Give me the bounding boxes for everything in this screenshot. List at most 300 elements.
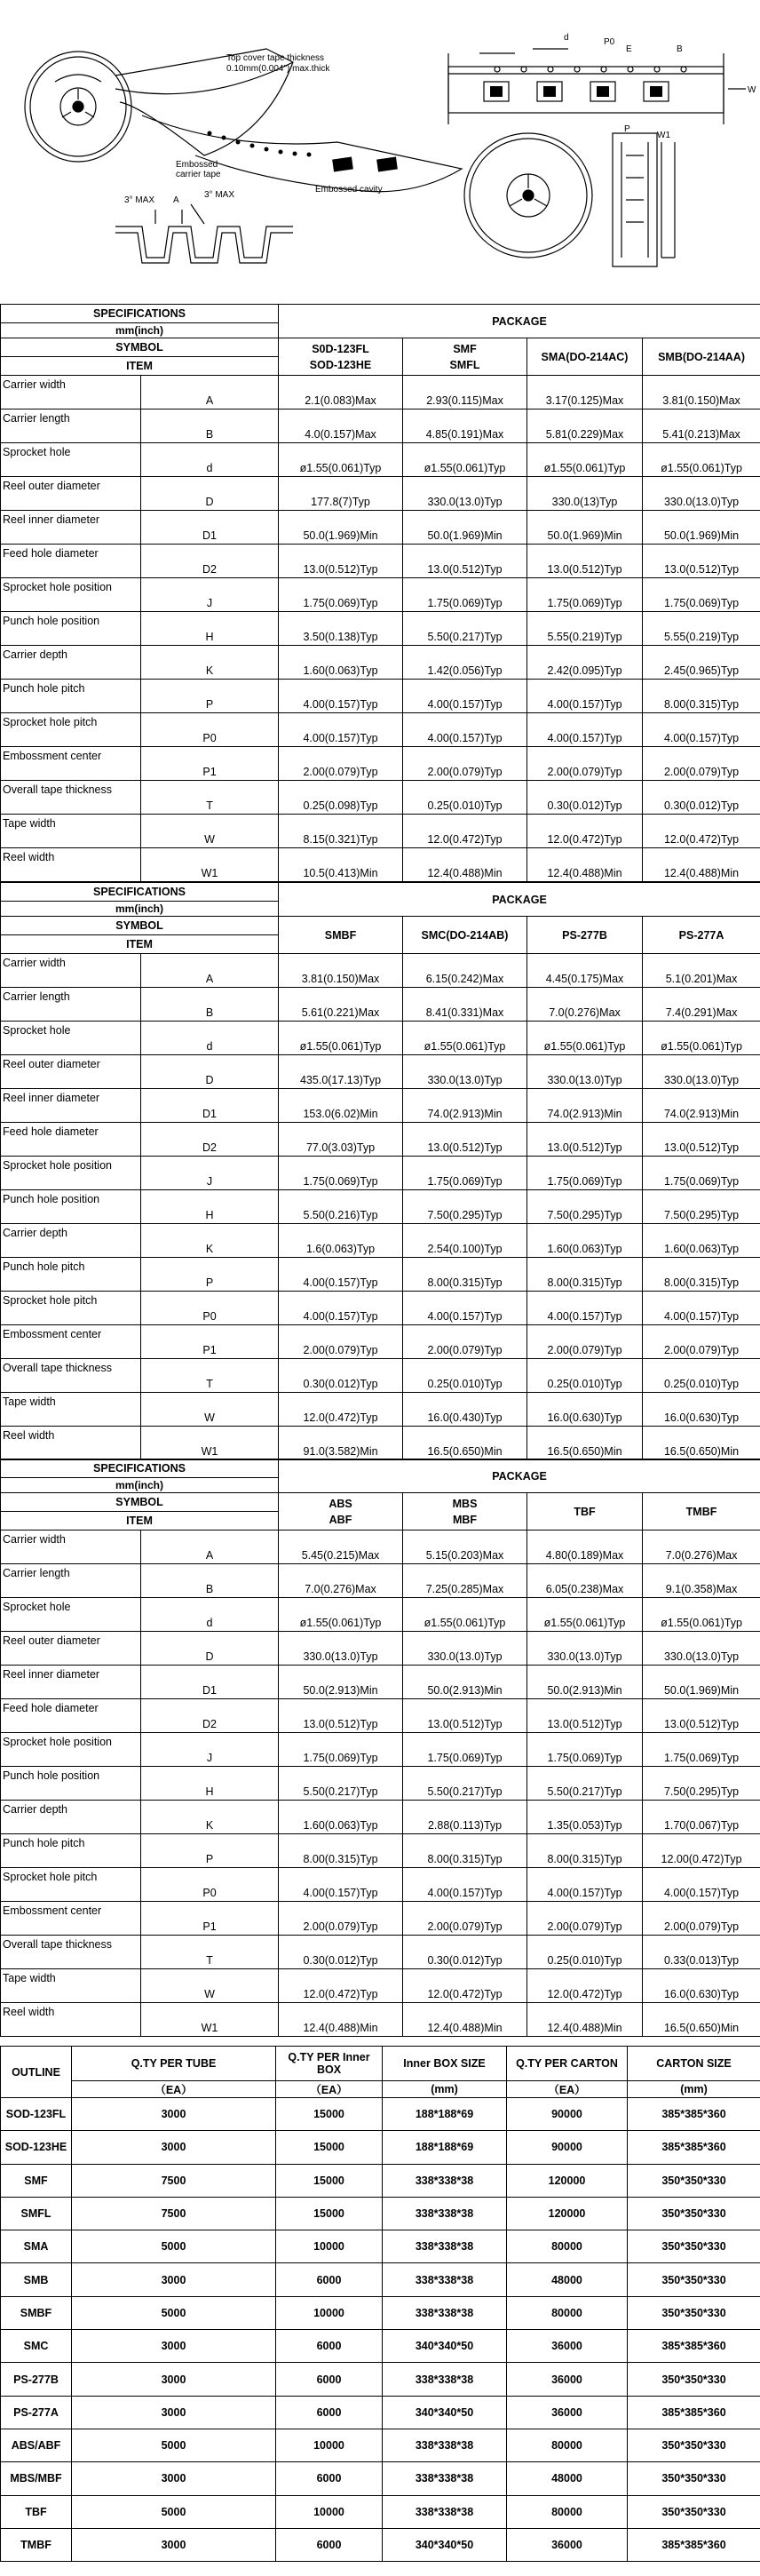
packing-unit: (mm) (628, 2081, 760, 2098)
spec-value: 13.0(0.512)Typ (403, 1123, 527, 1157)
spec-row (1, 1393, 760, 1427)
label-top-cover: Top cover tape thickness (226, 53, 325, 63)
spec-value: 16.0(0.630)Typ (643, 1393, 760, 1427)
spec-value: ø1.55(0.061)Typ (643, 1022, 760, 1055)
symbol: P1 (141, 1902, 279, 1936)
spec-value: 2.00(0.079)Typ (403, 1902, 527, 1936)
packing-box: 188*188*69 (383, 2131, 507, 2164)
package-name: TMBF (685, 1505, 717, 1518)
spec-row (1, 1325, 760, 1359)
spec-row (1, 1022, 760, 1055)
packing-tube: 5000 (72, 2296, 276, 2329)
spec-value: 50.0(1.969)Min (403, 511, 527, 545)
packing-inner: 6000 (276, 2330, 383, 2363)
packing-carton: 36000 (507, 2396, 628, 2429)
spec-value: 1.60(0.063)Typ (527, 1224, 643, 1258)
packing-table (0, 2046, 760, 2562)
spec-value: 13.0(0.512)Typ (527, 545, 643, 578)
spec-value: 2.45(0.965)Typ (643, 646, 760, 680)
tape-pockets-fill (490, 86, 662, 97)
packing-outline: SMFL (1, 2197, 72, 2230)
spec-value: 12.4(0.488)Min (527, 848, 643, 882)
spec-row (1, 477, 760, 511)
packing-row (1, 2396, 760, 2429)
spec-table-3 (0, 1459, 760, 2037)
spec-row (1, 1292, 760, 1325)
spec-value: 16.5(0.650)Min (643, 1427, 760, 1460)
item-name: Sprocket hole (1, 443, 141, 477)
package-name: SMFL (449, 358, 480, 371)
symbol: D2 (141, 545, 279, 578)
item-name: Tape width (1, 815, 141, 848)
packing-size: 350*350*330 (628, 2197, 760, 2230)
packing-carton: 80000 (507, 2495, 628, 2528)
spec-value: 8.00(0.315)Typ (527, 1834, 643, 1868)
item-label: ITEM (1, 357, 279, 376)
label-angle-a-letter: A (173, 195, 179, 205)
packing-carton: 90000 (507, 2098, 628, 2131)
spec-value: 13.0(0.512)Typ (643, 1699, 760, 1733)
packing-outline: SMB (1, 2263, 72, 2296)
item-name: Overall tape thickness (1, 1936, 141, 1969)
spec-value: 16.0(0.630)Typ (643, 1969, 760, 2003)
spec-value: 91.0(3.582)Min (279, 1427, 403, 1460)
packing-carton: 36000 (507, 2330, 628, 2363)
spec-row (1, 646, 760, 680)
symbol: T (141, 1359, 279, 1393)
tape-holes-left (208, 131, 398, 172)
symbol: D1 (141, 1666, 279, 1699)
spec-row (1, 1666, 760, 1699)
spec-value: 7.25(0.285)Max (403, 1564, 527, 1598)
packing-carton: 48000 (507, 2263, 628, 2296)
spec-value: 330.0(13.0)Typ (403, 1632, 527, 1666)
spec-row (1, 1123, 760, 1157)
spec-row (1, 815, 760, 848)
packing-tube: 5000 (72, 2429, 276, 2461)
packing-size: 385*385*360 (628, 2330, 760, 2363)
packing-size: 350*350*330 (628, 2296, 760, 2329)
spec-value: 5.50(0.217)Typ (403, 1767, 527, 1801)
packing-inner: 10000 (276, 2230, 383, 2263)
item-name: Reel inner diameter (1, 511, 141, 545)
packing-outline: SOD-123HE (1, 2131, 72, 2164)
packing-unit: (mm) (383, 2081, 507, 2098)
spec-value: 4.00(0.157)Typ (403, 1292, 527, 1325)
item-name: Reel outer diameter (1, 1632, 141, 1666)
spec-value: 1.70(0.067)Typ (643, 1801, 760, 1834)
spec-value: 5.41(0.213)Max (643, 409, 760, 443)
spec-value: 4.00(0.157)Typ (527, 1868, 643, 1902)
spec-value: ø1.55(0.061)Typ (527, 1022, 643, 1055)
spec-value: 4.00(0.157)Typ (643, 1292, 760, 1325)
symbol: K (141, 1224, 279, 1258)
symbol: d (141, 1598, 279, 1632)
packing-inner: 6000 (276, 2363, 383, 2396)
item-label: ITEM (1, 1512, 279, 1530)
spec-value: 2.00(0.079)Typ (643, 1902, 760, 1936)
symbol: P1 (141, 1325, 279, 1359)
packing-carton: 80000 (507, 2230, 628, 2263)
spec-row (1, 1530, 760, 1564)
packing-outline: PS-277B (1, 2363, 72, 2396)
spec-value: 13.0(0.512)Typ (403, 1699, 527, 1733)
spec-value: 153.0(6.02)Min (279, 1089, 403, 1123)
spec-value: 9.1(0.358)Max (643, 1564, 760, 1598)
item-name: Carrier depth (1, 1224, 141, 1258)
spec-value: 1.75(0.069)Typ (527, 1733, 643, 1767)
spec-table-2 (0, 882, 760, 1460)
spec-row (1, 1564, 760, 1598)
spec-value: 1.75(0.069)Typ (643, 578, 760, 612)
item-name: Carrier depth (1, 1801, 141, 1834)
package-column-header (403, 917, 527, 954)
spec-value: 8.00(0.315)Typ (403, 1258, 527, 1292)
packing-carton: 80000 (507, 2296, 628, 2329)
symbol: B (141, 988, 279, 1022)
packing-size: 385*385*360 (628, 2528, 760, 2561)
spec-value: 12.00(0.472)Typ (643, 1834, 760, 1868)
packing-inner: 10000 (276, 2495, 383, 2528)
spec-value: 4.0(0.157)Max (279, 409, 403, 443)
symbol: H (141, 612, 279, 646)
label-e: E (626, 44, 632, 54)
spec-unit: mm(inch) (1, 902, 279, 917)
packing-header: CARTON SIZE (628, 2047, 760, 2081)
packing-unit: （EA） (276, 2081, 383, 2098)
spec-row (1, 1902, 760, 1936)
symbol: T (141, 781, 279, 815)
packing-carton: 36000 (507, 2528, 628, 2561)
spec-title: SPECIFICATIONS (1, 883, 279, 902)
label-b: B (677, 44, 683, 54)
spec-value: ø1.55(0.061)Typ (527, 1598, 643, 1632)
package-name: SMF (453, 342, 477, 355)
item-label: ITEM (1, 935, 279, 954)
spec-row (1, 1598, 760, 1632)
symbol: P1 (141, 747, 279, 781)
packing-row (1, 2230, 760, 2263)
spec-value: 50.0(2.913)Min (403, 1666, 527, 1699)
packing-inner: 15000 (276, 2197, 383, 2230)
label-angle-a: 3° MAX (124, 195, 155, 205)
item-name: Punch hole position (1, 1190, 141, 1224)
spec-row (1, 680, 760, 713)
spec-value: 12.4(0.488)Min (643, 848, 760, 882)
symbol: K (141, 1801, 279, 1834)
spec-row (1, 612, 760, 646)
spec-value: 2.88(0.113)Typ (403, 1801, 527, 1834)
spec-value: 2.00(0.079)Typ (279, 1902, 403, 1936)
spec-value: 4.45(0.175)Max (527, 954, 643, 988)
packing-tube: 5000 (72, 2230, 276, 2263)
item-name: Sprocket hole position (1, 1733, 141, 1767)
spec-row (1, 1055, 760, 1089)
item-name: Sprocket hole pitch (1, 1292, 141, 1325)
item-name: Punch hole pitch (1, 1834, 141, 1868)
spec-value: 2.00(0.079)Typ (643, 1325, 760, 1359)
packing-row (1, 2495, 760, 2528)
packing-box: 338*338*38 (383, 2230, 507, 2263)
spec-row (1, 848, 760, 882)
label-d: d (564, 33, 569, 43)
spec-value: 5.45(0.215)Max (279, 1530, 403, 1564)
packing-tube: 3000 (72, 2363, 276, 2396)
packing-box: 340*340*50 (383, 2330, 507, 2363)
item-name: Reel width (1, 848, 141, 882)
packing-inner: 6000 (276, 2528, 383, 2561)
item-name: Reel outer diameter (1, 477, 141, 511)
symbol: A (141, 376, 279, 409)
label-embossed-carrier: Embossed (176, 160, 218, 170)
item-name: Punch hole pitch (1, 1258, 141, 1292)
symbol-label: SYMBOL (1, 338, 279, 357)
package-column-header (403, 1493, 527, 1530)
spec-value: 330.0(13.0)Typ (643, 1055, 760, 1089)
spec-value: 0.30(0.012)Typ (279, 1359, 403, 1393)
item-name: Embossment center (1, 1902, 141, 1936)
symbol: W (141, 815, 279, 848)
spec-value: 5.15(0.203)Max (403, 1530, 527, 1564)
spec-value: 2.00(0.079)Typ (279, 1325, 403, 1359)
packing-carton: 120000 (507, 2164, 628, 2197)
spec-value: 2.00(0.079)Typ (403, 1325, 527, 1359)
package-column-header (279, 338, 403, 376)
spec-value: 74.0(2.913)Min (527, 1089, 643, 1123)
spec-value: 5.55(0.219)Typ (527, 612, 643, 646)
package-name: ABF (329, 1513, 352, 1526)
item-name: Carrier length (1, 988, 141, 1022)
spec-value: 0.33(0.013)Typ (643, 1936, 760, 1969)
spec-value: 2.1(0.083)Max (279, 376, 403, 409)
spec-row (1, 1868, 760, 1902)
spec-value: 330.0(13.0)Typ (643, 1632, 760, 1666)
spec-value: 13.0(0.512)Typ (527, 1123, 643, 1157)
spec-value: 8.41(0.331)Max (403, 988, 527, 1022)
spec-value: 1.35(0.053)Typ (527, 1801, 643, 1834)
spec-value: 5.50(0.217)Typ (403, 612, 527, 646)
spec-value: 8.00(0.315)Typ (643, 680, 760, 713)
packing-row (1, 2528, 760, 2561)
package-column-header (527, 1493, 643, 1530)
packing-inner: 10000 (276, 2429, 383, 2461)
label-top-cover-dim: 0.10mm(0.004") max.thick (226, 64, 330, 74)
spec-value: 1.75(0.069)Typ (643, 1157, 760, 1190)
packing-inner: 15000 (276, 2164, 383, 2197)
symbol-label: SYMBOL (1, 917, 279, 935)
spec-value: 74.0(2.913)Min (643, 1089, 760, 1123)
symbol: P (141, 1258, 279, 1292)
packing-tube: 3000 (72, 2098, 276, 2131)
packing-tube: 3000 (72, 2462, 276, 2495)
spec-value: ø1.55(0.061)Typ (403, 1022, 527, 1055)
spec-value: 7.50(0.295)Typ (643, 1767, 760, 1801)
spec-value: 6.05(0.238)Max (527, 1564, 643, 1598)
spec-value: 4.00(0.157)Typ (403, 680, 527, 713)
packing-size: 350*350*330 (628, 2363, 760, 2396)
spec-row (1, 1936, 760, 1969)
spec-value: 1.75(0.069)Typ (643, 1733, 760, 1767)
spec-value: 4.00(0.157)Typ (527, 1292, 643, 1325)
spec-value: 5.55(0.219)Typ (643, 612, 760, 646)
symbol: T (141, 1936, 279, 1969)
spec-value: 1.75(0.069)Typ (403, 1157, 527, 1190)
spec-row (1, 1801, 760, 1834)
spec-value: 1.75(0.069)Typ (403, 1733, 527, 1767)
packing-size: 350*350*330 (628, 2164, 760, 2197)
packing-size: 350*350*330 (628, 2462, 760, 2495)
item-name: Sprocket hole pitch (1, 713, 141, 747)
spec-value: 330.0(13)Typ (527, 477, 643, 511)
item-name: Sprocket hole pitch (1, 1868, 141, 1902)
spec-value: 12.0(0.472)Typ (279, 1969, 403, 2003)
spec-value: 5.50(0.217)Typ (527, 1767, 643, 1801)
spec-row (1, 1834, 760, 1868)
spec-row (1, 511, 760, 545)
packing-tube: 3000 (72, 2263, 276, 2296)
item-name: Reel inner diameter (1, 1089, 141, 1123)
spec-row (1, 1224, 760, 1258)
symbol: W1 (141, 848, 279, 882)
item-name: Sprocket hole position (1, 1157, 141, 1190)
spec-value: 6.15(0.242)Max (403, 954, 527, 988)
item-name: Embossment center (1, 747, 141, 781)
packing-unit: （EA） (507, 2081, 628, 2098)
spec-row (1, 376, 760, 409)
spec-value: 4.00(0.157)Typ (527, 680, 643, 713)
spec-value: ø1.55(0.061)Typ (279, 1022, 403, 1055)
packing-box: 340*340*50 (383, 2528, 507, 2561)
item-name: Feed hole diameter (1, 1699, 141, 1733)
spec-value: 1.75(0.069)Typ (403, 578, 527, 612)
item-name: Carrier length (1, 409, 141, 443)
package-name: MBS (452, 1497, 478, 1510)
symbol: D (141, 1632, 279, 1666)
spec-value: 4.00(0.157)Typ (403, 713, 527, 747)
spec-value: 1.75(0.069)Typ (279, 1733, 403, 1767)
packing-size: 350*350*330 (628, 2495, 760, 2528)
spec-value: 16.0(0.430)Typ (403, 1393, 527, 1427)
spec-value: 2.00(0.079)Typ (527, 1325, 643, 1359)
packing-row (1, 2429, 760, 2461)
spec-value: 7.4(0.291)Max (643, 988, 760, 1022)
spec-value: 7.0(0.276)Max (279, 1564, 403, 1598)
label-w: W (748, 85, 756, 95)
package-column-header (279, 1493, 403, 1530)
spec-value: 8.00(0.315)Typ (403, 1834, 527, 1868)
item-name: Carrier depth (1, 646, 141, 680)
spec-value: 0.30(0.012)Typ (643, 781, 760, 815)
spec-value: 12.0(0.472)Typ (643, 815, 760, 848)
spec-value: 5.50(0.216)Typ (279, 1190, 403, 1224)
spec-value: 330.0(13.0)Typ (527, 1055, 643, 1089)
spec-value: 2.00(0.079)Typ (527, 1902, 643, 1936)
packing-outline: TMBF (1, 2528, 72, 2561)
symbol: D1 (141, 1089, 279, 1123)
packing-size: 350*350*330 (628, 2230, 760, 2263)
packing-outline: SMC (1, 2330, 72, 2363)
item-name: Feed hole diameter (1, 545, 141, 578)
packing-size: 385*385*360 (628, 2131, 760, 2164)
item-name: Carrier width (1, 376, 141, 409)
packing-carton: 80000 (507, 2429, 628, 2461)
spec-value: 10.5(0.413)Min (279, 848, 403, 882)
spec-value: 5.81(0.229)Max (527, 409, 643, 443)
spec-value: 4.00(0.157)Typ (279, 1258, 403, 1292)
spec-value: 4.80(0.189)Max (527, 1530, 643, 1564)
packing-row (1, 2263, 760, 2296)
packing-size: 350*350*330 (628, 2429, 760, 2461)
packing-row (1, 2462, 760, 2495)
item-name: Reel inner diameter (1, 1666, 141, 1699)
spec-value: 0.30(0.012)Typ (403, 1936, 527, 1969)
symbol: K (141, 646, 279, 680)
packing-size: 385*385*360 (628, 2396, 760, 2429)
packing-header: Q.TY PER TUBE (72, 2047, 276, 2081)
package-name: SMBF (324, 928, 357, 942)
spec-value: 3.81(0.150)Max (643, 376, 760, 409)
reel-drawing-right (464, 133, 675, 266)
spec-row (1, 954, 760, 988)
spec-value: 435.0(17.13)Typ (279, 1055, 403, 1089)
spec-value: 2.42(0.095)Typ (527, 646, 643, 680)
spec-value: 1.75(0.069)Typ (527, 578, 643, 612)
spec-row (1, 1733, 760, 1767)
spec-value: 12.0(0.472)Typ (279, 1393, 403, 1427)
packing-outline: TBF (1, 2495, 72, 2528)
spec-row (1, 545, 760, 578)
package-column-header (527, 338, 643, 376)
spec-row (1, 1699, 760, 1733)
label-p: P (624, 124, 630, 134)
symbol: P0 (141, 1868, 279, 1902)
spec-value: 4.85(0.191)Max (403, 409, 527, 443)
spec-row (1, 1359, 760, 1393)
package-name: MBF (452, 1513, 478, 1526)
spec-value: 13.0(0.512)Typ (643, 1123, 760, 1157)
packing-box: 338*338*38 (383, 2197, 507, 2230)
package-label: PACKAGE (279, 305, 760, 338)
spec-value: 13.0(0.512)Typ (279, 545, 403, 578)
symbol: W1 (141, 2003, 279, 2037)
packing-row (1, 2098, 760, 2131)
packing-row (1, 2131, 760, 2164)
spec-value: ø1.55(0.061)Typ (279, 1598, 403, 1632)
packing-box: 338*338*38 (383, 2164, 507, 2197)
tape-cross-section (115, 204, 293, 263)
symbol: J (141, 1733, 279, 1767)
spec-value: 1.75(0.069)Typ (279, 578, 403, 612)
package-column-header (403, 338, 527, 376)
spec-value: 7.0(0.276)Max (527, 988, 643, 1022)
item-name: Carrier length (1, 1564, 141, 1598)
spec-unit: mm(inch) (1, 323, 279, 338)
spec-value: 3.17(0.125)Max (527, 376, 643, 409)
symbol: P0 (141, 1292, 279, 1325)
spec-value: 12.0(0.472)Typ (403, 1969, 527, 2003)
spec-row (1, 1427, 760, 1460)
spec-row (1, 1632, 760, 1666)
spec-table-1 (0, 304, 760, 882)
spec-row (1, 2003, 760, 2037)
symbol: W (141, 1969, 279, 2003)
spec-row (1, 1258, 760, 1292)
spec-value: 3.50(0.138)Typ (279, 612, 403, 646)
item-name: Tape width (1, 1969, 141, 2003)
spec-value: 50.0(1.969)Min (643, 511, 760, 545)
packing-header: Q.TY PER CARTON (507, 2047, 628, 2081)
spec-value: 330.0(13.0)Typ (403, 477, 527, 511)
